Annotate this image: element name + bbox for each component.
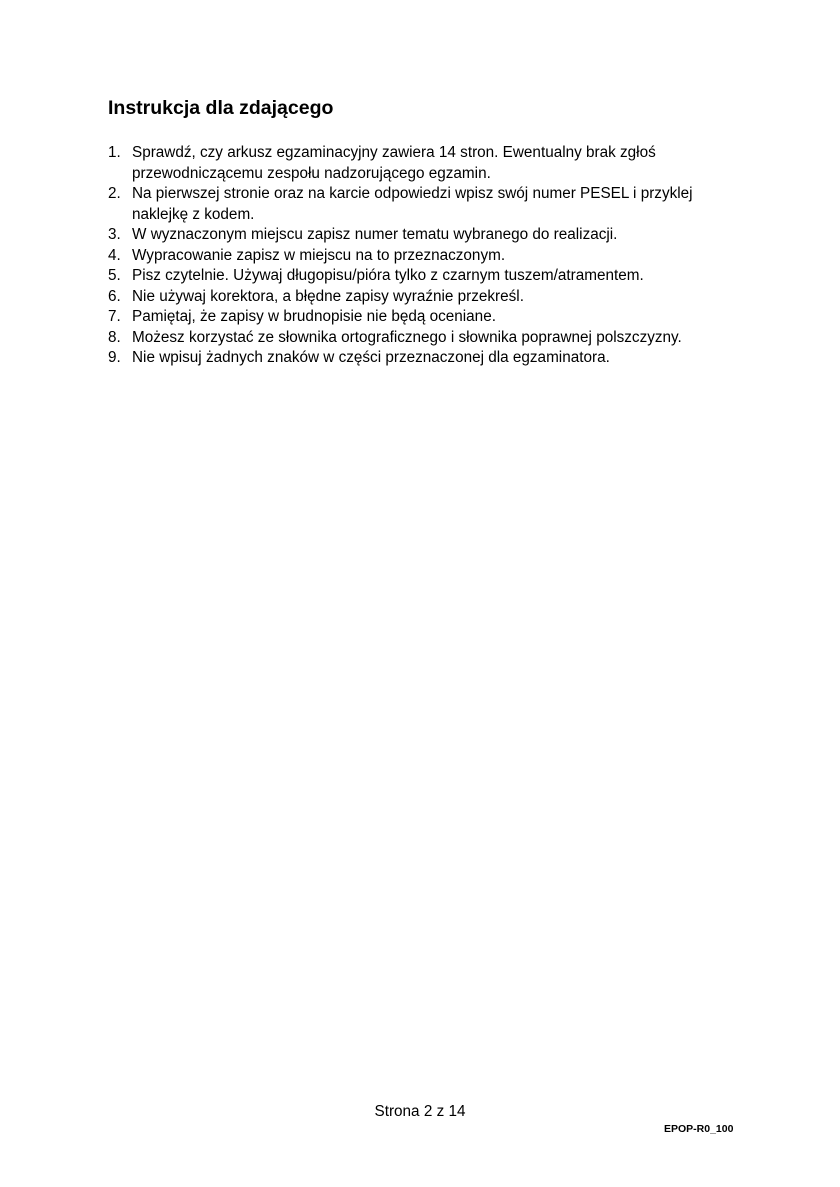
item-text: Sprawdź, czy arkusz egzaminacyjny zawiera 14 stron. Ewentualny brak zgłoś przewodniczącemu zespołu nadzorującego egzamin. bbox=[132, 144, 656, 182]
document-code: EPOP-R0_100 bbox=[664, 1123, 734, 1135]
item-number: 7. bbox=[108, 308, 121, 325]
item-text: W wyznaczonym miejscu zapisz numer tematu wybranego do realizacji. bbox=[132, 226, 618, 243]
item-number: 4. bbox=[108, 246, 121, 264]
item-number: 9. bbox=[108, 349, 121, 366]
page-heading: Instrukcja dla zdającego bbox=[108, 97, 334, 119]
item-text: Na pierwszej stronie oraz na karcie odpowiedzi wpisz swój numer PESEL i przyklej naklejkę z kodem. bbox=[132, 185, 693, 223]
item-number: 1. bbox=[108, 144, 121, 161]
list-item bbox=[108, 266, 728, 287]
item-number: 2. bbox=[108, 185, 121, 202]
item-text: Pisz czytelnie. Używaj długopisu/pióra tylko z czarnym tuszem/atramentem. bbox=[132, 267, 644, 284]
list-item bbox=[108, 246, 728, 267]
item-text: Wypracowanie zapisz w miejscu na to przeznaczonym. bbox=[132, 246, 506, 264]
list-item bbox=[108, 184, 728, 225]
list-item bbox=[108, 307, 728, 328]
list-item bbox=[108, 225, 728, 246]
page-number: Strona 2 z 14 bbox=[374, 1103, 466, 1120]
list-item bbox=[108, 348, 728, 369]
item-text: Możesz korzystać ze słownika ortograficznego i słownika poprawnej polszczyzny. bbox=[132, 328, 682, 346]
item-text: Pamiętaj, że zapisy w brudnopisie nie będą oceniane. bbox=[132, 308, 496, 325]
item-text: Nie używaj korektora, a błędne zapisy wyraźnie przekreśl. bbox=[132, 287, 524, 305]
item-number: 6. bbox=[108, 287, 121, 305]
list-item bbox=[108, 287, 728, 308]
item-number: 8. bbox=[108, 328, 121, 346]
instruction-list bbox=[108, 143, 728, 369]
item-number: 5. bbox=[108, 267, 121, 284]
list-item bbox=[108, 143, 728, 184]
item-text: Nie wpisuj żadnych znaków w części przeznaczonej dla egzaminatora. bbox=[132, 349, 610, 366]
item-number: 3. bbox=[108, 226, 121, 243]
list-item bbox=[108, 328, 728, 349]
